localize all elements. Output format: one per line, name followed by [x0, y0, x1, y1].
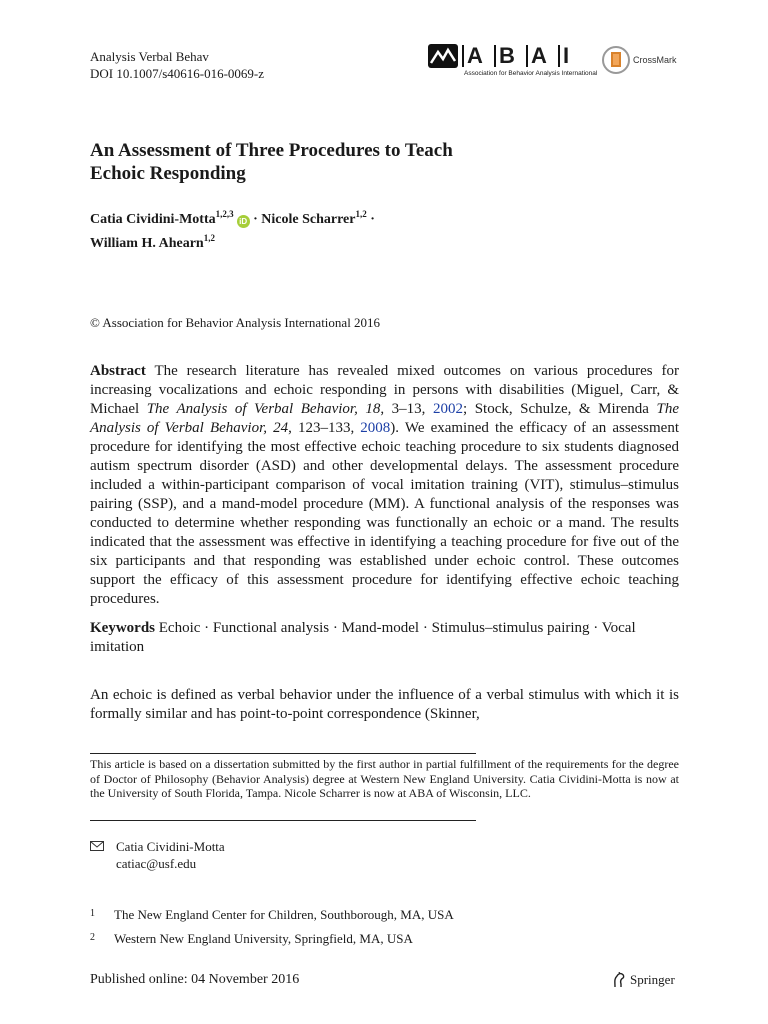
springer-label: Springer	[630, 972, 675, 987]
logo-letter-a: A	[467, 43, 483, 68]
abai-logo	[428, 44, 598, 80]
footnote-divider-bottom	[90, 820, 476, 821]
author-1-affiliation: 1,2,3	[215, 209, 234, 219]
affiliation-1	[90, 907, 454, 923]
correspondence	[90, 838, 225, 872]
footnote-divider	[90, 753, 476, 754]
author-separator: ·	[253, 212, 258, 227]
author-2[interactable]: Nicole Scharrer	[261, 212, 356, 227]
author-1[interactable]: Catia Cividini-Motta	[90, 212, 216, 227]
journal-header	[90, 48, 264, 82]
affiliation-text: Western New England University, Springfield, MA, USA	[114, 931, 413, 946]
springer-horse-icon	[612, 972, 626, 988]
correspondence-email[interactable]: catiac@usf.edu	[116, 856, 197, 871]
abstract-text-5: ). We examined the efficacy of an assessment procedure for identifying the most effective echoic teaching procedure to six students diagnosed autism spectrum disorder (ASD) and other developmental delays. The assessment procedure included a within-participant comparison of vocal imitation training (VIT), stimulus–stimulus pairing (SSP), and a mand-model procedure (MM). A functional analysis of the responses was conducted to determine whether responding was functionally an echoic or a mand. The results indicated that the assessment was effective in identifying a teaching procedure for five out of the six participants and that responding was established under echoic control. These outcomes support the efficacy of this assessment procedure for identifying effective echoic teaching procedures.	[90, 420, 679, 607]
journal-citation-1: The Analysis of Verbal Behavior, 18	[146, 401, 381, 417]
abstract-label: Abstract	[90, 363, 146, 379]
affiliation-text: The New England Center for Children, Southborough, MA, USA	[114, 907, 454, 922]
keywords-label: Keywords	[90, 620, 155, 636]
published-date: Published online: 04 November 2016	[90, 972, 300, 987]
logo-subtitle: Association for Behavior Analysis International	[464, 70, 598, 77]
author-2-affiliation: 1,2	[355, 209, 367, 219]
journal-citation-2: The Analysis of Verbal Behavior, 24	[90, 401, 680, 436]
orcid-icon[interactable]: iD	[237, 215, 250, 228]
citation-link-2002[interactable]: 2002	[432, 401, 463, 417]
title-line-1: An Assessment of Three Procedures to Teach	[90, 140, 453, 161]
doi: DOI 10.1007/s40616-016-0069-z	[90, 66, 265, 81]
logo-letter-b: B	[499, 43, 515, 68]
body-paragraph: An echoic is defined as verbal behavior under the influence of a verbal stimulus with which it is formally similar and has point-to-point correspondence (Skinner,	[90, 687, 679, 722]
copyright-notice: © Association for Behavior Analysis International 2016	[90, 315, 381, 330]
abstract-text-3: ; Stock, Schulze, & Mirenda	[462, 401, 657, 417]
author-3-affiliation: 1,2	[203, 233, 215, 243]
correspondence-name: Catia Cividini-Motta	[116, 839, 225, 854]
author-separator: ·	[370, 212, 375, 227]
journal-name: Analysis Verbal Behav	[90, 49, 209, 64]
author-list	[90, 205, 690, 253]
crossmark-label: CrossMark	[633, 55, 677, 65]
footnote: This article is based on a dissertation submitted by the first author in partial fulfillment of the requirements for the degree of Doctor of Philosophy (Behavior Analysis) degree at Western New England University. Catia Cividini-Motta is now at the University of South Florida, Tampa. Nicole Scharrer is now at ABA of Wisconsin, LLC.	[90, 757, 679, 800]
logo-letter-i: I	[563, 43, 570, 68]
abstract-text-2: , 3–13,	[380, 401, 433, 417]
title-line-2: Echoic Responding	[90, 163, 246, 184]
logo-letter-a2: A	[531, 43, 547, 68]
abstract-text-4: , 123–133,	[288, 420, 361, 436]
envelope-icon	[90, 838, 116, 855]
keywords	[90, 619, 679, 657]
affiliation-number: 1	[90, 908, 95, 919]
author-3[interactable]: William H. Ahearn	[90, 236, 204, 251]
article-title	[90, 139, 650, 185]
citation-link-2008[interactable]: 2008	[360, 420, 391, 436]
affiliation-number: 2	[90, 932, 95, 943]
keywords-text: Echoic · Functional analysis · Mand-model · Stimulus–stimulus pairing · Vocal imitation	[90, 620, 636, 655]
crossmark-badge[interactable]	[602, 44, 677, 76]
springer-logo	[612, 972, 675, 988]
affiliation-2	[90, 931, 413, 947]
abstract-text-1: The research literature has revealed mixed outcomes on various procedures for increasing vocalizations and echoic responding in persons with disabilities (Miguel, Carr, & Michael	[90, 363, 679, 417]
abstract	[90, 362, 679, 609]
crossmark-icon	[602, 45, 630, 75]
